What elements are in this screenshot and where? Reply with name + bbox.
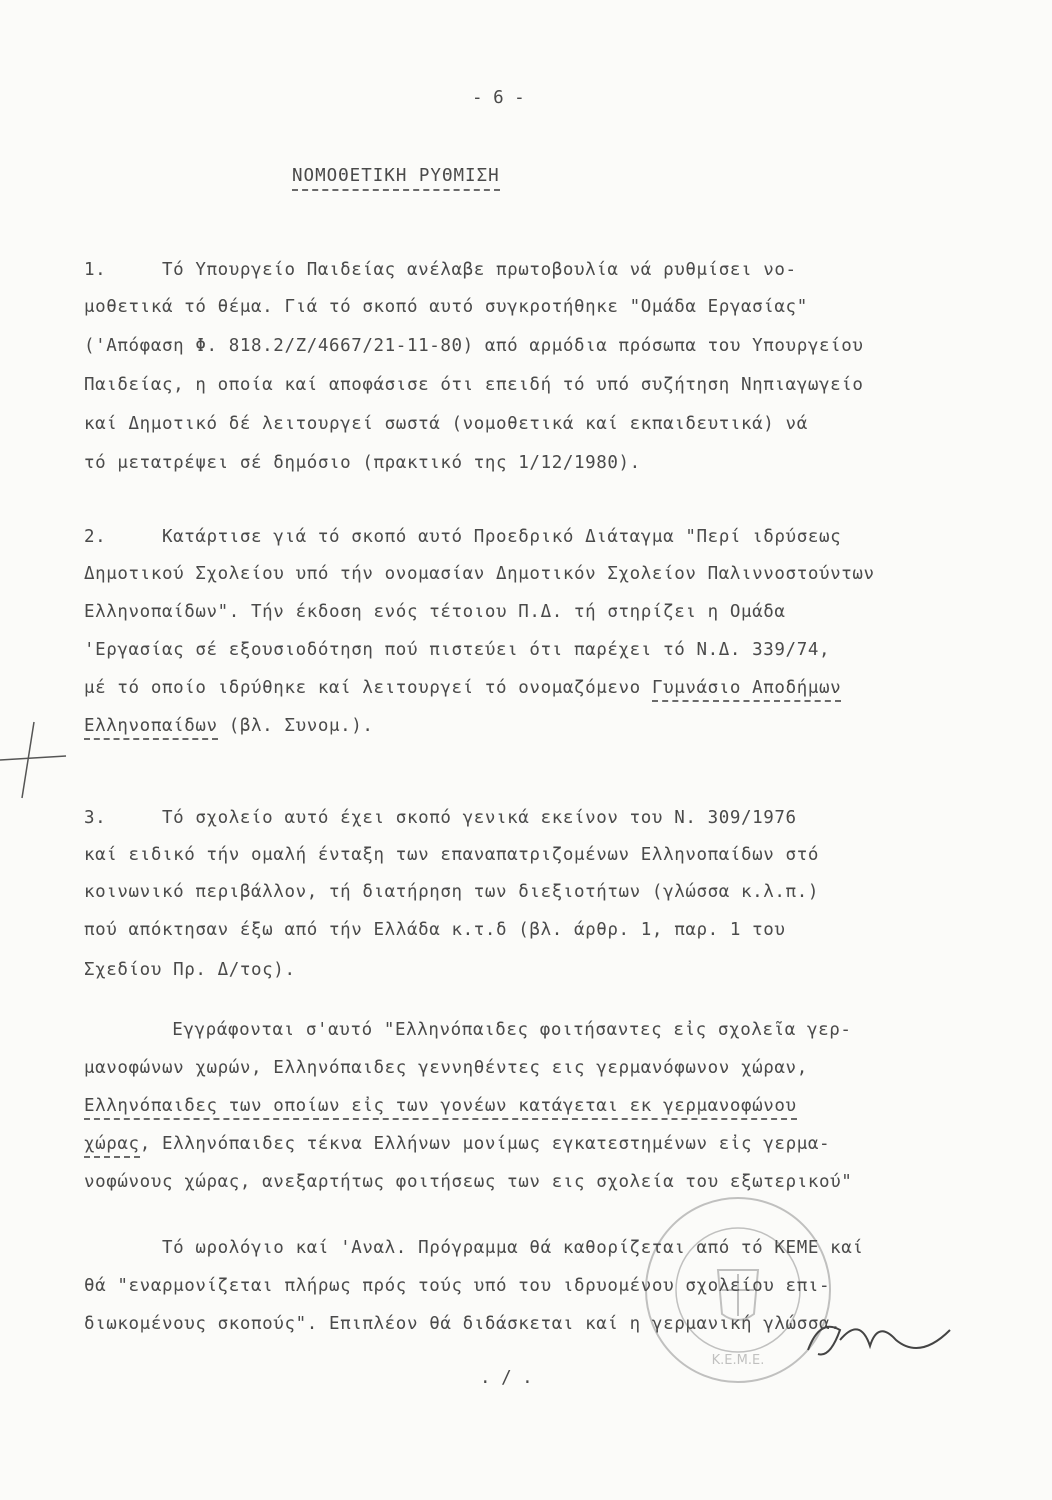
text-line: 2. Κατάρτισε γιά τό σκοπό αυτό Προεδρικό Διάταγμα "Περί ιδρύσεως <box>84 527 842 547</box>
underlined-text: Ελληνοπαίδων <box>84 716 218 740</box>
text-line: θά "εναρμονίζεται πλήρως πρός τούς υπό του ιδρυομένου σχολείου επι- <box>84 1276 831 1296</box>
underlined-text: Ελληνόπαιδες των οποίων εἰς των γονέων κατάγεται εκ γερμανοφώνου <box>84 1096 797 1120</box>
text-line: μέ τό οποίο ιδρύθηκε καί λειτουργεί τό ονομαζόμενο Γυμνάσιο Αποδήμων <box>84 676 841 700</box>
text-line: καί ειδικό τήν ομαλή ένταξη των επαναπατριζομένων Ελληνοπαίδων στό <box>84 845 819 865</box>
text-line: Σχεδίου Πρ. Δ/τος). <box>84 960 296 980</box>
underlined-text: Γυμνάσιο Αποδήμων <box>652 678 841 702</box>
text-line: χώρας, Ελληνόπαιδες τέκνα Ελλήνων μονίμως εγκατεστημένων εἰς γερμα- <box>84 1132 830 1156</box>
text-line: Εγγράφονται σ'αυτό "Ελληνόπαιδες φοιτήσαντες εἰς σχολεῖα γερ- <box>150 1020 852 1040</box>
text-line: νοφώνους χώρας, ανεξαρτήτως φοιτήσεως των εις σχολεία του εξωτερικού" <box>84 1172 853 1192</box>
margin-mark-icon <box>0 720 70 800</box>
underlined-text: χώρας <box>84 1134 140 1158</box>
text-line: Ελληνοπαίδων". Τήν έκδοση ενός τέτοιου Π.Δ. τή στηρίζει η Ομάδα <box>84 602 786 622</box>
stamp-text: Κ.Ε.Μ.Ε. <box>711 1353 765 1368</box>
text-line: 'Εργασίας σέ εξουσιοδότηση πού πιστεύει ότι παρέχει τό Ν.Δ. 339/74, <box>84 640 831 660</box>
page-number: - 6 - <box>472 88 525 108</box>
text-line: Δημοτικού Σχολείου υπό τήν ονομασίαν Δημοτικόν Σχολείον Παλιννοστούντων <box>84 564 875 584</box>
section-title: ΝΟΜΟΘΕΤΙΚΗ ΡΥΘΜΙΣΗ <box>292 166 500 191</box>
text-line: μοθετικά τό θέμα. Γιά τό σκοπό αυτό συγκροτήθηκε "Ομάδα Εργασίας" <box>84 297 808 317</box>
text-line: 1. Τό Υπουργείο Παιδείας ανέλαβε πρωτοβουλία νά ρυθμίσει νο- <box>84 260 797 280</box>
text-line: τό μετατρέψει σέ δημόσιο (πρακτικό της 1/12/1980). <box>84 453 641 473</box>
text-line: διωκομένους σκοπούς". Επιπλέον θά διδάσκεται καί η γερμανική γλώσσα. <box>84 1314 842 1334</box>
text-line: κοινωνικό περιβάλλον, τή διατήρηση των διεξιοτήτων (γλώσσα κ.λ.π.) <box>84 882 819 902</box>
text-line: Τό ωρολόγιο καί 'Αναλ. Πρόγραμμα θά καθορίζεται από τό ΚΕΜΕ καί <box>84 1238 864 1258</box>
text-line: Παιδείας, η οποία καί αποφάσισε ότι επειδή τό υπό συζήτηση Νηπιαγωγείο <box>84 375 864 395</box>
continuation-mark: . / . <box>480 1368 533 1388</box>
text-line: ('Απόφαση Φ. 818.2/Ζ/4667/21-11-80) από αρμόδια πρόσωπα του Υπουργείου <box>84 336 864 356</box>
text-line <box>84 1094 797 1118</box>
text-line: μανοφώνων χωρών, Ελληνόπαιδες γεννηθέντες εις γερμανόφωνον χώραν, <box>84 1058 808 1078</box>
text-line: 3. Τό σχολείο αυτό έχει σκοπό γενικά εκείνον του Ν. 309/1976 <box>84 808 797 828</box>
signature-icon <box>800 1310 960 1370</box>
text-line: Ελληνοπαίδων (βλ. Συνομ.). <box>84 714 374 738</box>
text-line: καί Δημοτικό δέ λειτουργεί σωστά (νομοθετικά καί εκπαιδευτικά) νά <box>84 414 808 434</box>
text-line: πού απόκτησαν έξω από τήν Ελλάδα κ.τ.δ (βλ. άρθρ. 1, παρ. 1 του <box>84 920 786 940</box>
